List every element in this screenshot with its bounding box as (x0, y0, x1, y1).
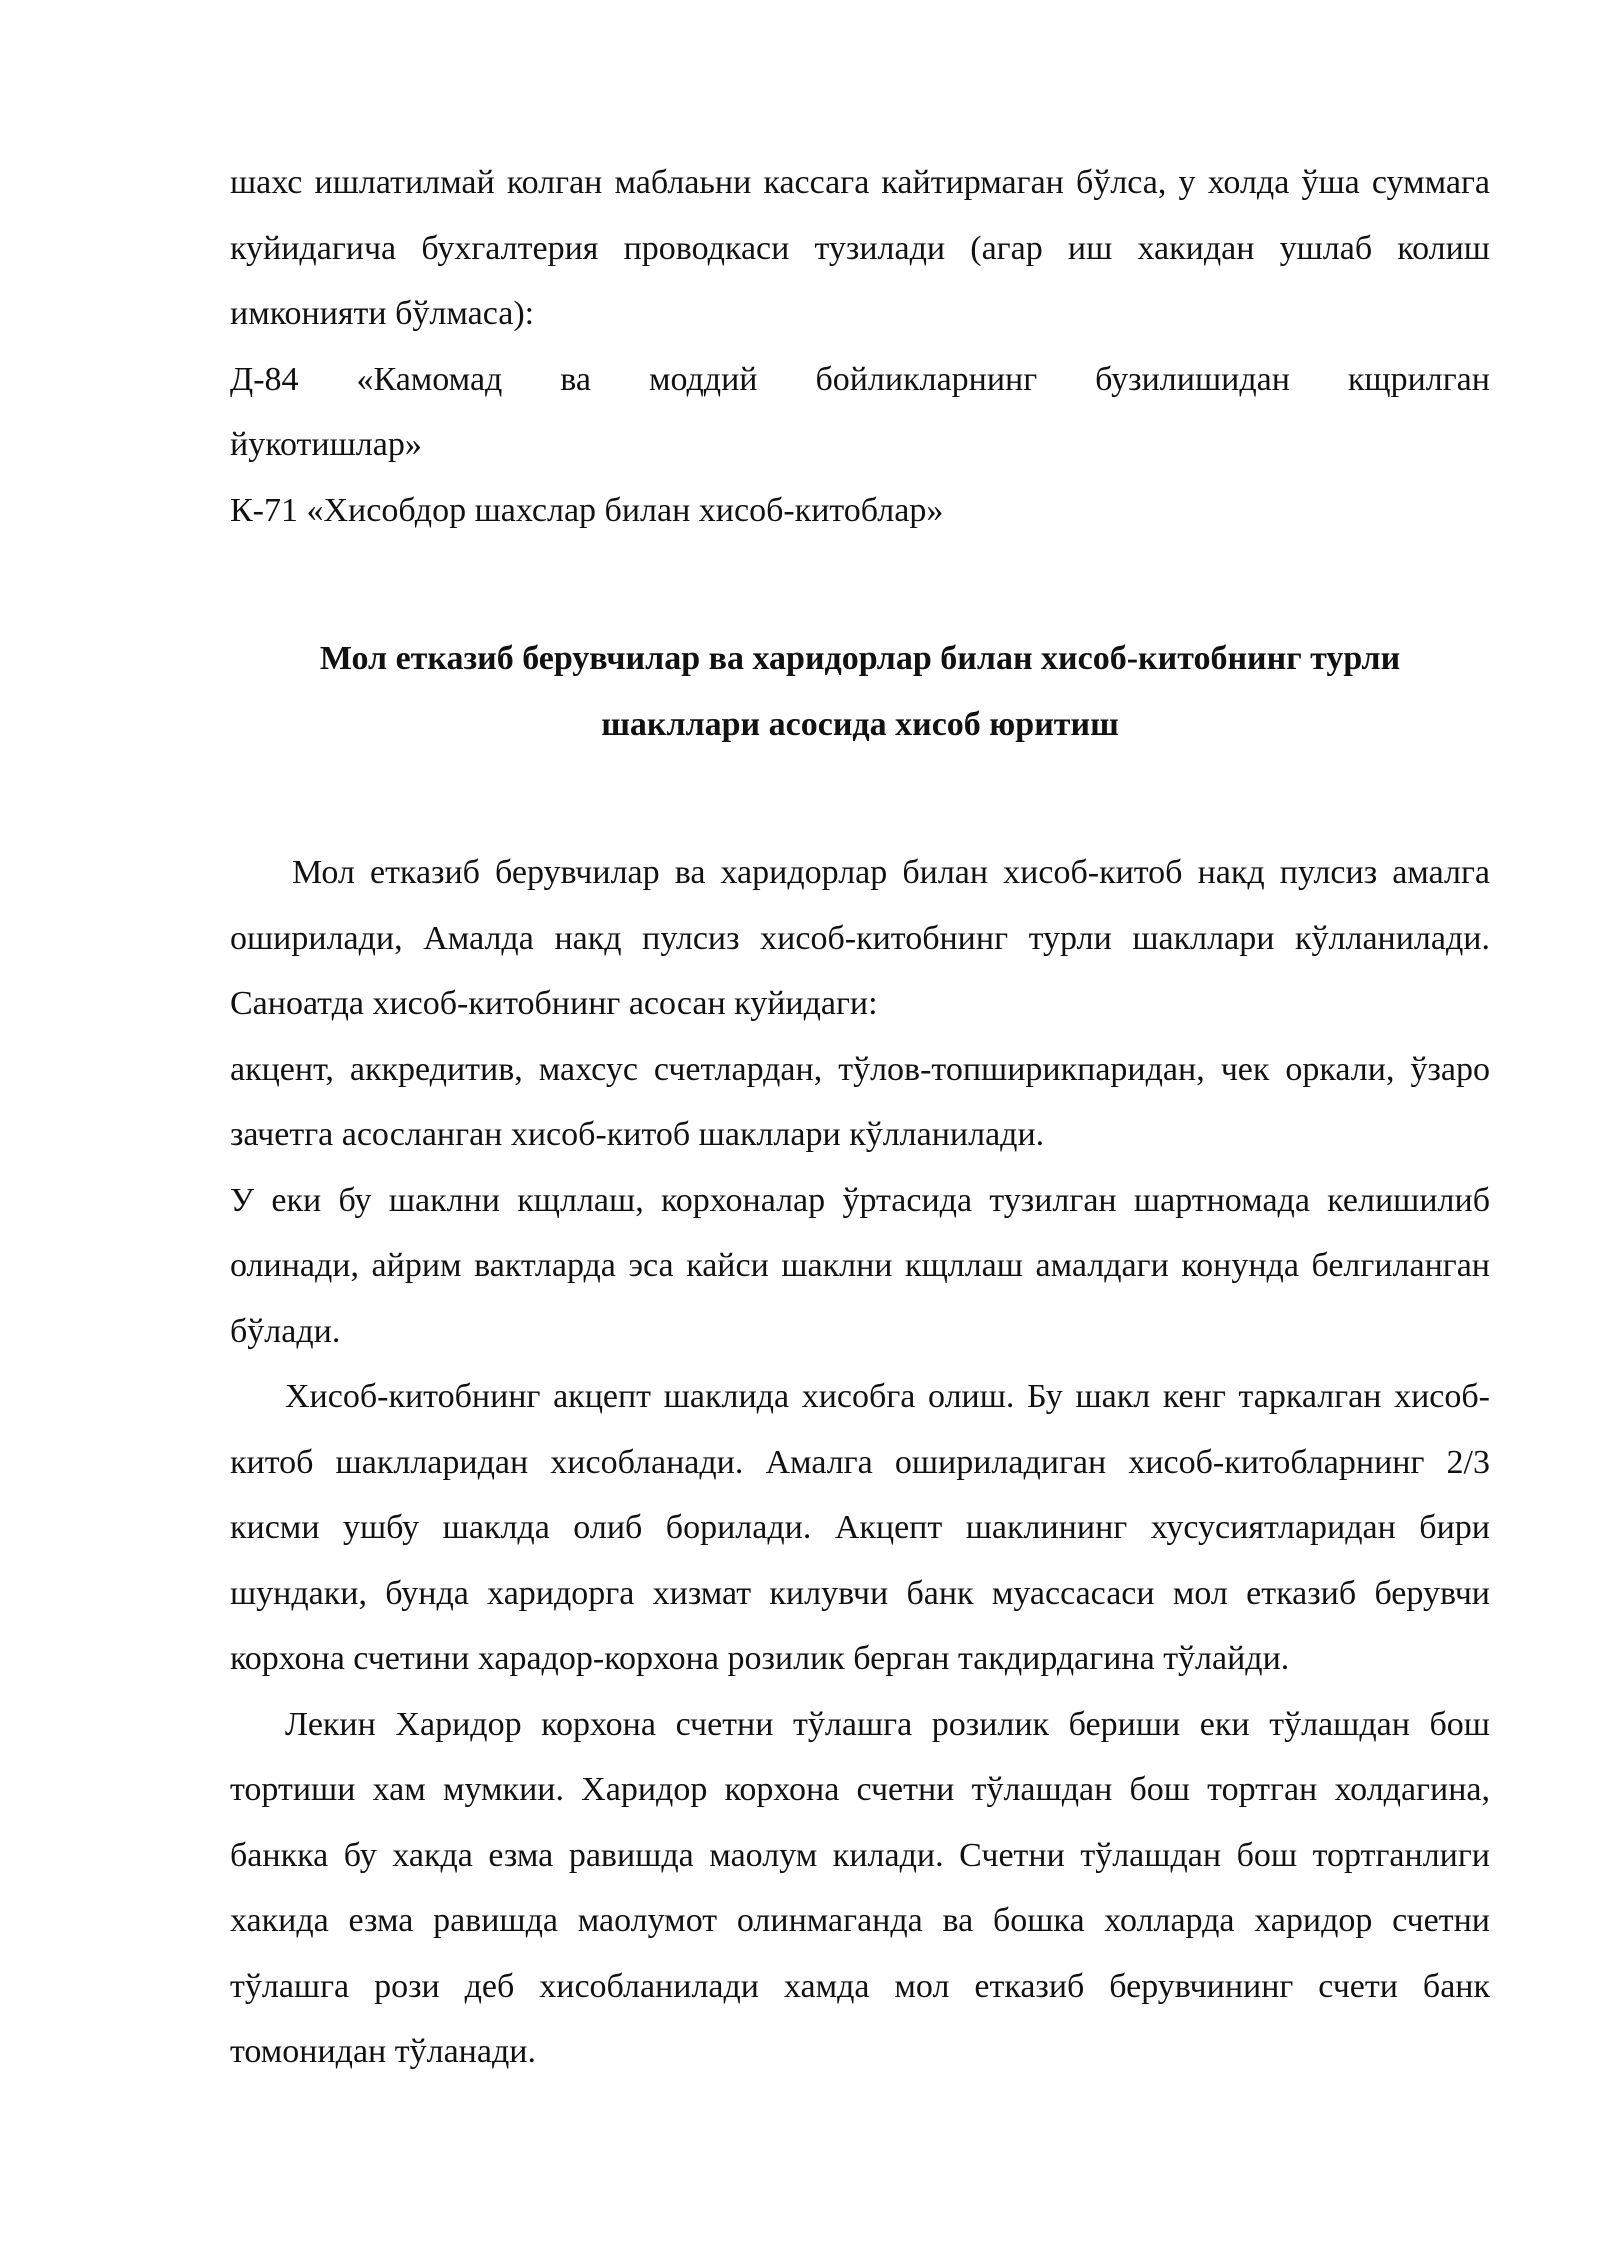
credit-entry: К-71 «Хисобдор шахслар билан хисоб-китоблар» (230, 491, 944, 529)
body-paragraph: У еки бу шаклни кщллаш, корхоналар ўртасида тузилган шартномада келишилиб олинади, айрим вактларда эса кайси шаклни кщллаш амалдаги конунда белгиланган бўлади. (230, 1181, 1490, 1350)
section-heading-line: шакллари асосида хисоб юритиш (601, 705, 1119, 743)
body-paragraph: Лекин Харидор корхона счетни тўлашга розилик бериши еки тўлашдан бош тортиши хам мумкии. Харидор корхона счетни тўлашдан бош тортган холдагина, банкка бу хакда езма равишда маолум килади. Счетни тўлашдан бош тортганлиги хакида езма равишда маолумот олинмаганда ва бошка холларда харидор счетни тўлашга рози деб хисобланилади хамда мол етказиб берувчининг счети банк томонидан тўланади. (230, 1705, 1490, 2070)
debit-word: моддий (648, 360, 758, 398)
document-page (230, 150, 1490, 2085)
body-paragraph: Хисоб-китобнинг акцепт шаклида хисобга олиш. Бу шакл кенг таркалган хисоб-китоб шаклларидан хисобланади. Амалга ошириладиган хисоб-китобларнинг 2/3 кисми ушбу шаклда олиб борилади. Акцепт шаклининг хусусиятларидан бири шундаки, бунда харидорга хизмат килувчи банк муассасаси мол етказиб берувчи корхона счетини харадор-корхона розилик берган такдирдагина тўлайди. (230, 1378, 1490, 1677)
debit-word: ва (560, 360, 591, 398)
section-heading (230, 626, 1490, 757)
body-paragraph: акцент, аккредитив, махсус счетлардан, тўлов-топширикпаридан, чек оркали, ўзаро зачетга асосланган хисоб-китоб шакллари кўлланилади. (230, 1050, 1490, 1153)
debit-entry-line (230, 347, 1490, 413)
debit-word: бузилишидан (1095, 360, 1290, 398)
debit-word: кщрилган (1347, 360, 1490, 398)
debit-entry-end: йукотишлар» (230, 426, 422, 463)
section-heading-line: Мол етказиб берувчилар ва харидорлар билан хисоб-китобнинг турли (319, 640, 1401, 677)
debit-word: «Камомад (356, 360, 503, 398)
body-paragraph: Мол етказиб берувчилар ва харидорлар билан хисоб-китоб накд пулсиз амалга оширилади, Амалда накд пулсиз хисоб-китобнинг турли шакллари кўлланилади. Саноатда хисоб-китобнинг асосан куйидаги: (230, 854, 1490, 1022)
debit-word: бойликларнинг (815, 360, 1038, 398)
intro-paragraph: шахс ишлатилмай колган маблаьни кассага кайтирмаган бўлса, у холда ўша суммага куйидагича бухгалтерия проводкаси тузилади (агар иш хакидан ушлаб колиш имконияти бўлмаса): (230, 164, 1490, 332)
debit-word: Д-84 (230, 360, 299, 398)
